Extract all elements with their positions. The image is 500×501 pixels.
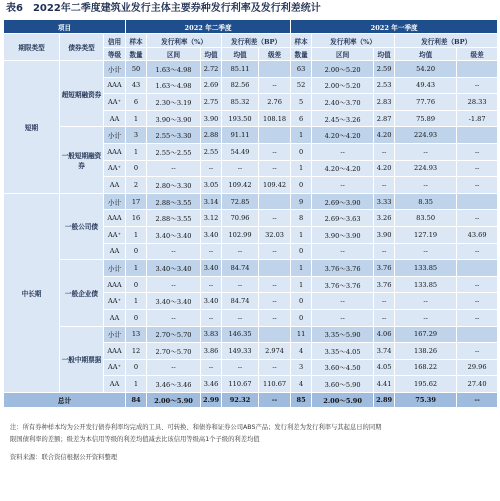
mean-q1: --: [374, 293, 395, 310]
diff-q2: 110.67: [259, 376, 291, 393]
header-rate-q1: 发行利率（%）: [312, 34, 395, 48]
interval-q2: 2.80～3.30: [147, 177, 201, 194]
total-mean-q2: 2.99: [201, 392, 222, 407]
diff-q1: 29.96: [457, 359, 498, 376]
interval-q2: 2.88～3.55: [147, 210, 201, 227]
diff-q2: --: [259, 210, 291, 227]
count-q1: 52: [291, 77, 312, 94]
count-q1: 1: [291, 127, 312, 144]
interval-q1: --: [312, 309, 374, 326]
spread-q1: 49.43: [395, 77, 457, 94]
grade-cell: AA: [104, 376, 126, 393]
diff-q2: 2.76: [259, 94, 291, 111]
grade-cell: AA: [104, 110, 126, 127]
diff-q2: [259, 61, 291, 78]
bond-type-enterprise: 一般企业债: [60, 260, 104, 326]
diff-q1: --: [457, 276, 498, 293]
rate-spread-table: [3, 19, 498, 408]
diff-q1: --: [457, 243, 498, 260]
grade-cell: AA⁺: [104, 226, 126, 243]
spread-q1: 54.20: [395, 61, 457, 78]
grade-cell: AA: [104, 243, 126, 260]
count-q2: 1: [126, 260, 147, 277]
spread-q2: 85.11: [222, 61, 259, 78]
interval-q1: --: [312, 177, 374, 194]
diff-q2: [259, 260, 291, 277]
grade-cell: 小计: [104, 193, 126, 210]
header-row-1: [4, 20, 498, 34]
diff-q2: --: [259, 243, 291, 260]
diff-q2: [259, 326, 291, 343]
spread-q2: 91.11: [222, 127, 259, 144]
count-q1: 0: [291, 143, 312, 160]
header-sample-q2: 样本: [126, 34, 147, 48]
mean-q2: 2.75: [201, 94, 222, 111]
diff-q2: 32.03: [259, 226, 291, 243]
header-grade: 等级: [104, 48, 126, 61]
mean-q1: --: [374, 309, 395, 326]
diff-q1: [457, 61, 498, 78]
interval-q1: 3.35～5.90: [312, 326, 374, 343]
header-interval-q1: 区间: [312, 48, 374, 61]
note-line-1: 注：所有券种样本均为公开发行债券利率均完成的工具、可转换、和债券和证券公司ABS产品；发行利差为发行利率与其起息日的同期: [10, 424, 382, 431]
total-spread-q2: 92.32: [222, 392, 259, 407]
mean-q2: 3.46: [201, 376, 222, 393]
count-q1: 3: [291, 359, 312, 376]
spread-q1: 138.26: [395, 343, 457, 360]
count-q2: 0: [126, 359, 147, 376]
mean-q1: 4.41: [374, 376, 395, 393]
count-q1: 0: [291, 177, 312, 194]
spread-q2: 110.67: [222, 376, 259, 393]
count-q2: 16: [126, 210, 147, 227]
count-q2: 12: [126, 343, 147, 360]
mean-q2: 3.86: [201, 343, 222, 360]
mean-q1: 2.59: [374, 61, 395, 78]
interval-q2: 2.55～3.30: [147, 127, 201, 144]
spread-q2: 54.49: [222, 143, 259, 160]
interval-q2: --: [147, 309, 201, 326]
spread-q1: 133.85: [395, 276, 457, 293]
interval-q2: 3.40～3.40: [147, 293, 201, 310]
header-term-type: 期限类型: [4, 34, 60, 61]
mean-q2: --: [201, 276, 222, 293]
header-sample-q1: 样本: [291, 34, 312, 48]
grade-cell: AAA: [104, 210, 126, 227]
spread-q2: 85.32: [222, 94, 259, 111]
spread-q1: --: [395, 243, 457, 260]
count-q2: 0: [126, 276, 147, 293]
term-label-short: 短期: [4, 61, 60, 194]
count-q2: 1: [126, 110, 147, 127]
diff-q2: --: [259, 309, 291, 326]
interval-q1: 2.00～5.20: [312, 77, 374, 94]
header-grade-diff-q1: 级差: [457, 48, 498, 61]
table-notes: [10, 422, 494, 464]
header-item: 项目: [4, 20, 126, 34]
count-q1: 0: [291, 243, 312, 260]
diff-q1: [457, 326, 498, 343]
header-spread-q2: 发行利差（BP）: [222, 34, 291, 48]
count-q2: 2: [126, 177, 147, 194]
diff-q1: -1.87: [457, 110, 498, 127]
grade-cell: AAA: [104, 343, 126, 360]
interval-q1: 2.40～3.70: [312, 94, 374, 111]
mean-q1: 4.06: [374, 326, 395, 343]
interval-q1: --: [312, 243, 374, 260]
count-q1: 63: [291, 61, 312, 78]
diff-q1: --: [457, 293, 498, 310]
count-q1: 1: [291, 226, 312, 243]
note-line-2: 限国债利率的差额；级差为本信用等级的利差均值减去比该信用等级高1个子级的利差均值: [10, 435, 260, 443]
spread-q1: 127.19: [395, 226, 457, 243]
header-mean-q2: 均值: [201, 48, 222, 61]
mean-q1: 3.76: [374, 260, 395, 277]
total-diff-q2: --: [259, 392, 291, 407]
count-q1: 4: [291, 376, 312, 393]
interval-q1: 2.45～3.26: [312, 110, 374, 127]
total-label: 总计: [4, 392, 126, 407]
count-q2: 17: [126, 193, 147, 210]
diff-q1: --: [457, 210, 498, 227]
mean-q1: 4.05: [374, 359, 395, 376]
diff-q2: 108.18: [259, 110, 291, 127]
grade-cell: AA⁺: [104, 359, 126, 376]
spread-q2: 193.50: [222, 110, 259, 127]
grade-cell: AA: [104, 177, 126, 194]
diff-q2: 2.974: [259, 343, 291, 360]
count-q1: 0: [291, 293, 312, 310]
mean-q2: 3.90: [201, 110, 222, 127]
table-row: [4, 61, 498, 78]
mean-q1: --: [374, 143, 395, 160]
mean-q2: --: [201, 243, 222, 260]
diff-q1: --: [457, 77, 498, 94]
total-row: [4, 392, 498, 407]
interval-q2: 3.90～3.90: [147, 110, 201, 127]
count-q2: 1: [126, 226, 147, 243]
table-row: [4, 260, 498, 277]
interval-q2: --: [147, 160, 201, 177]
grade-cell: 小计: [104, 260, 126, 277]
grade-cell: AA⁺: [104, 94, 126, 111]
diff-q1: [457, 260, 498, 277]
spread-q2: 84.74: [222, 293, 259, 310]
mean-q2: 2.72: [201, 61, 222, 78]
spread-q1: --: [395, 143, 457, 160]
mean-q2: --: [201, 309, 222, 326]
spread-q1: --: [395, 293, 457, 310]
diff-q2: [259, 127, 291, 144]
mean-q2: 3.40: [201, 260, 222, 277]
header-row-2: [4, 34, 498, 48]
diff-q2: [259, 193, 291, 210]
spread-q1: 83.50: [395, 210, 457, 227]
count-q2: 1: [126, 376, 147, 393]
total-count-q1: 85: [291, 392, 312, 407]
diff-q1: --: [457, 309, 498, 326]
header-spread-mean-q1: 均值: [395, 48, 457, 61]
spread-q1: 224.93: [395, 127, 457, 144]
mean-q1: 2.83: [374, 94, 395, 111]
mean-q2: 2.69: [201, 77, 222, 94]
interval-q1: 3.35～4.05: [312, 343, 374, 360]
mean-q2: 3.83: [201, 326, 222, 343]
interval-q1: 3.76～3.76: [312, 276, 374, 293]
total-count-q2: 84: [126, 392, 147, 407]
spread-q2: --: [222, 276, 259, 293]
count-q2: 0: [126, 243, 147, 260]
grade-cell: 小计: [104, 61, 126, 78]
header-count-q2: 数量: [126, 48, 147, 61]
mean-q1: 3.74: [374, 343, 395, 360]
count-q2: 0: [126, 160, 147, 177]
interval-q2: 1.63～4.98: [147, 77, 201, 94]
interval-q2: 2.70～5.70: [147, 326, 201, 343]
grade-cell: AAA: [104, 143, 126, 160]
header-q2: 2022 年二季度: [126, 20, 291, 34]
interval-q1: 2.69～3.63: [312, 210, 374, 227]
diff-q2: --: [259, 293, 291, 310]
mean-q2: --: [201, 160, 222, 177]
mean-q2: 3.14: [201, 193, 222, 210]
spread-q1: 168.22: [395, 359, 457, 376]
diff-q1: --: [457, 160, 498, 177]
term-label-mid-long: 中长期: [4, 193, 60, 392]
spread-q1: 195.62: [395, 376, 457, 393]
interval-q1: 2.00～5.20: [312, 61, 374, 78]
mean-q2: --: [201, 359, 222, 376]
interval-q1: 2.69～3.90: [312, 193, 374, 210]
interval-q2: 2.88～3.55: [147, 193, 201, 210]
header-mean-q1: 均值: [374, 48, 395, 61]
interval-q2: 1.63～4.98: [147, 61, 201, 78]
grade-cell: AAA: [104, 77, 126, 94]
mean-q1: --: [374, 243, 395, 260]
spread-q2: 146.35: [222, 326, 259, 343]
grade-cell: AA⁺: [104, 160, 126, 177]
total-spread-q1: 75.39: [395, 392, 457, 407]
table-title: 表6 2022年二季度建筑业发行主体主要券种发行利率及发行利差统计: [6, 3, 321, 14]
count-q1: 1: [291, 160, 312, 177]
diff-q1: 28.33: [457, 94, 498, 111]
mean-q1: 3.90: [374, 226, 395, 243]
header-q1: 2022 年一季度: [291, 20, 498, 34]
count-q1: 1: [291, 260, 312, 277]
interval-q1: --: [312, 293, 374, 310]
spread-q1: 133.85: [395, 260, 457, 277]
diff-q2: --: [259, 359, 291, 376]
mean-q1: 3.26: [374, 210, 395, 227]
diff-q1: [457, 127, 498, 144]
header-grade-diff-q2: 级差: [259, 48, 291, 61]
count-q1: 4: [291, 343, 312, 360]
count-q1: 11: [291, 326, 312, 343]
total-diff-q1: --: [457, 392, 498, 407]
count-q1: 6: [291, 110, 312, 127]
spread-q1: 77.76: [395, 94, 457, 111]
diff-q1: 43.69: [457, 226, 498, 243]
count-q2: 1: [126, 293, 147, 310]
spread-q2: 70.96: [222, 210, 259, 227]
interval-q2: --: [147, 276, 201, 293]
count-q2: 50: [126, 61, 147, 78]
diff-q1: --: [457, 143, 498, 160]
spread-q1: 75.89: [395, 110, 457, 127]
count-q1: 0: [291, 309, 312, 326]
mean-q1: 4.20: [374, 160, 395, 177]
grade-cell: 小计: [104, 127, 126, 144]
count-q2: 3: [126, 127, 147, 144]
mean-q1: 3.76: [374, 276, 395, 293]
interval-q2: 3.40～3.40: [147, 260, 201, 277]
spread-q1: --: [395, 177, 457, 194]
diff-q1: --: [457, 343, 498, 360]
spread-q2: 84.74: [222, 260, 259, 277]
mean-q2: 2.88: [201, 127, 222, 144]
spread-q2: --: [222, 309, 259, 326]
grade-cell: AA⁺: [104, 293, 126, 310]
count-q1: 9: [291, 193, 312, 210]
count-q2: 43: [126, 77, 147, 94]
diff-q1: 27.40: [457, 376, 498, 393]
spread-q2: 102.99: [222, 226, 259, 243]
diff-q2: --: [259, 77, 291, 94]
interval-q1: 3.76～3.76: [312, 260, 374, 277]
spread-q1: --: [395, 309, 457, 326]
interval-q1: 3.90～3.90: [312, 226, 374, 243]
spread-q2: --: [222, 243, 259, 260]
header-credit: 信用: [104, 34, 126, 48]
total-interval-q1: 2.00～5.90: [312, 392, 374, 407]
diff-q2: --: [259, 143, 291, 160]
mean-q1: 2.53: [374, 77, 395, 94]
diff-q1: --: [457, 177, 498, 194]
count-q1: 8: [291, 210, 312, 227]
interval-q1: 3.60～4.50: [312, 359, 374, 376]
bond-type-mtn: 一般中期票据: [60, 326, 104, 392]
data-source: 资料来源：联合资信根据公开资料整理: [10, 454, 118, 461]
count-q1: 5: [291, 94, 312, 111]
interval-q1: --: [312, 143, 374, 160]
mean-q2: 3.40: [201, 293, 222, 310]
spread-q1: 8.35: [395, 193, 457, 210]
header-bond-type: 债券类型: [60, 34, 104, 61]
grade-cell: AAA: [104, 276, 126, 293]
grade-cell: 小计: [104, 326, 126, 343]
table-row: [4, 326, 498, 343]
bond-type-company: 一般公司债: [60, 193, 104, 259]
interval-q2: 3.46～3.46: [147, 376, 201, 393]
spread-q2: --: [222, 359, 259, 376]
diff-q2: 109.42: [259, 177, 291, 194]
mean-q1: --: [374, 177, 395, 194]
mean-q2: 3.12: [201, 210, 222, 227]
total-interval-q2: 2.00～5.90: [147, 392, 201, 407]
spread-q2: 82.56: [222, 77, 259, 94]
spread-q2: 149.33: [222, 343, 259, 360]
bond-type-ultra: 超短期融资券: [60, 61, 104, 127]
count-q2: 1: [126, 143, 147, 160]
interval-q2: 2.55～2.55: [147, 143, 201, 160]
diff-q1: [457, 193, 498, 210]
spread-q1: 167.29: [395, 326, 457, 343]
mean-q1: 3.33: [374, 193, 395, 210]
interval-q2: 2.70～5.70: [147, 343, 201, 360]
mean-q1: 4.20: [374, 127, 395, 144]
interval-q2: --: [147, 243, 201, 260]
total-mean-q1: 2.89: [374, 392, 395, 407]
interval-q2: 3.40～3.40: [147, 226, 201, 243]
interval-q1: 3.60～5.90: [312, 376, 374, 393]
header-spread-q1: 发行利差（BP）: [395, 34, 498, 48]
mean-q2: 3.05: [201, 177, 222, 194]
diff-q2: --: [259, 160, 291, 177]
header-rate-q2: 发行利率（%）: [147, 34, 222, 48]
spread-q2: 72.85: [222, 193, 259, 210]
table-row: [4, 127, 498, 144]
interval-q1: 4.20～4.20: [312, 160, 374, 177]
diff-q2: --: [259, 276, 291, 293]
spread-q2: --: [222, 160, 259, 177]
bond-type-general-short: 一般短期融资券: [60, 127, 104, 193]
header-spread-mean-q2: 均值: [222, 48, 259, 61]
spread-q1: 224.93: [395, 160, 457, 177]
grade-cell: AA: [104, 309, 126, 326]
table-row: [4, 193, 498, 210]
count-q2: 13: [126, 326, 147, 343]
mean-q2: 3.40: [201, 226, 222, 243]
mean-q1: 2.87: [374, 110, 395, 127]
mean-q2: 2.55: [201, 143, 222, 160]
count-q2: 6: [126, 94, 147, 111]
interval-q2: 2.30～3.19: [147, 94, 201, 111]
spread-q2: 109.42: [222, 177, 259, 194]
interval-q1: 4.20～4.20: [312, 127, 374, 144]
header-interval-q2: 区间: [147, 48, 201, 61]
count-q1: 1: [291, 276, 312, 293]
interval-q2: --: [147, 359, 201, 376]
header-count-q1: 数量: [291, 48, 312, 61]
count-q2: 0: [126, 309, 147, 326]
